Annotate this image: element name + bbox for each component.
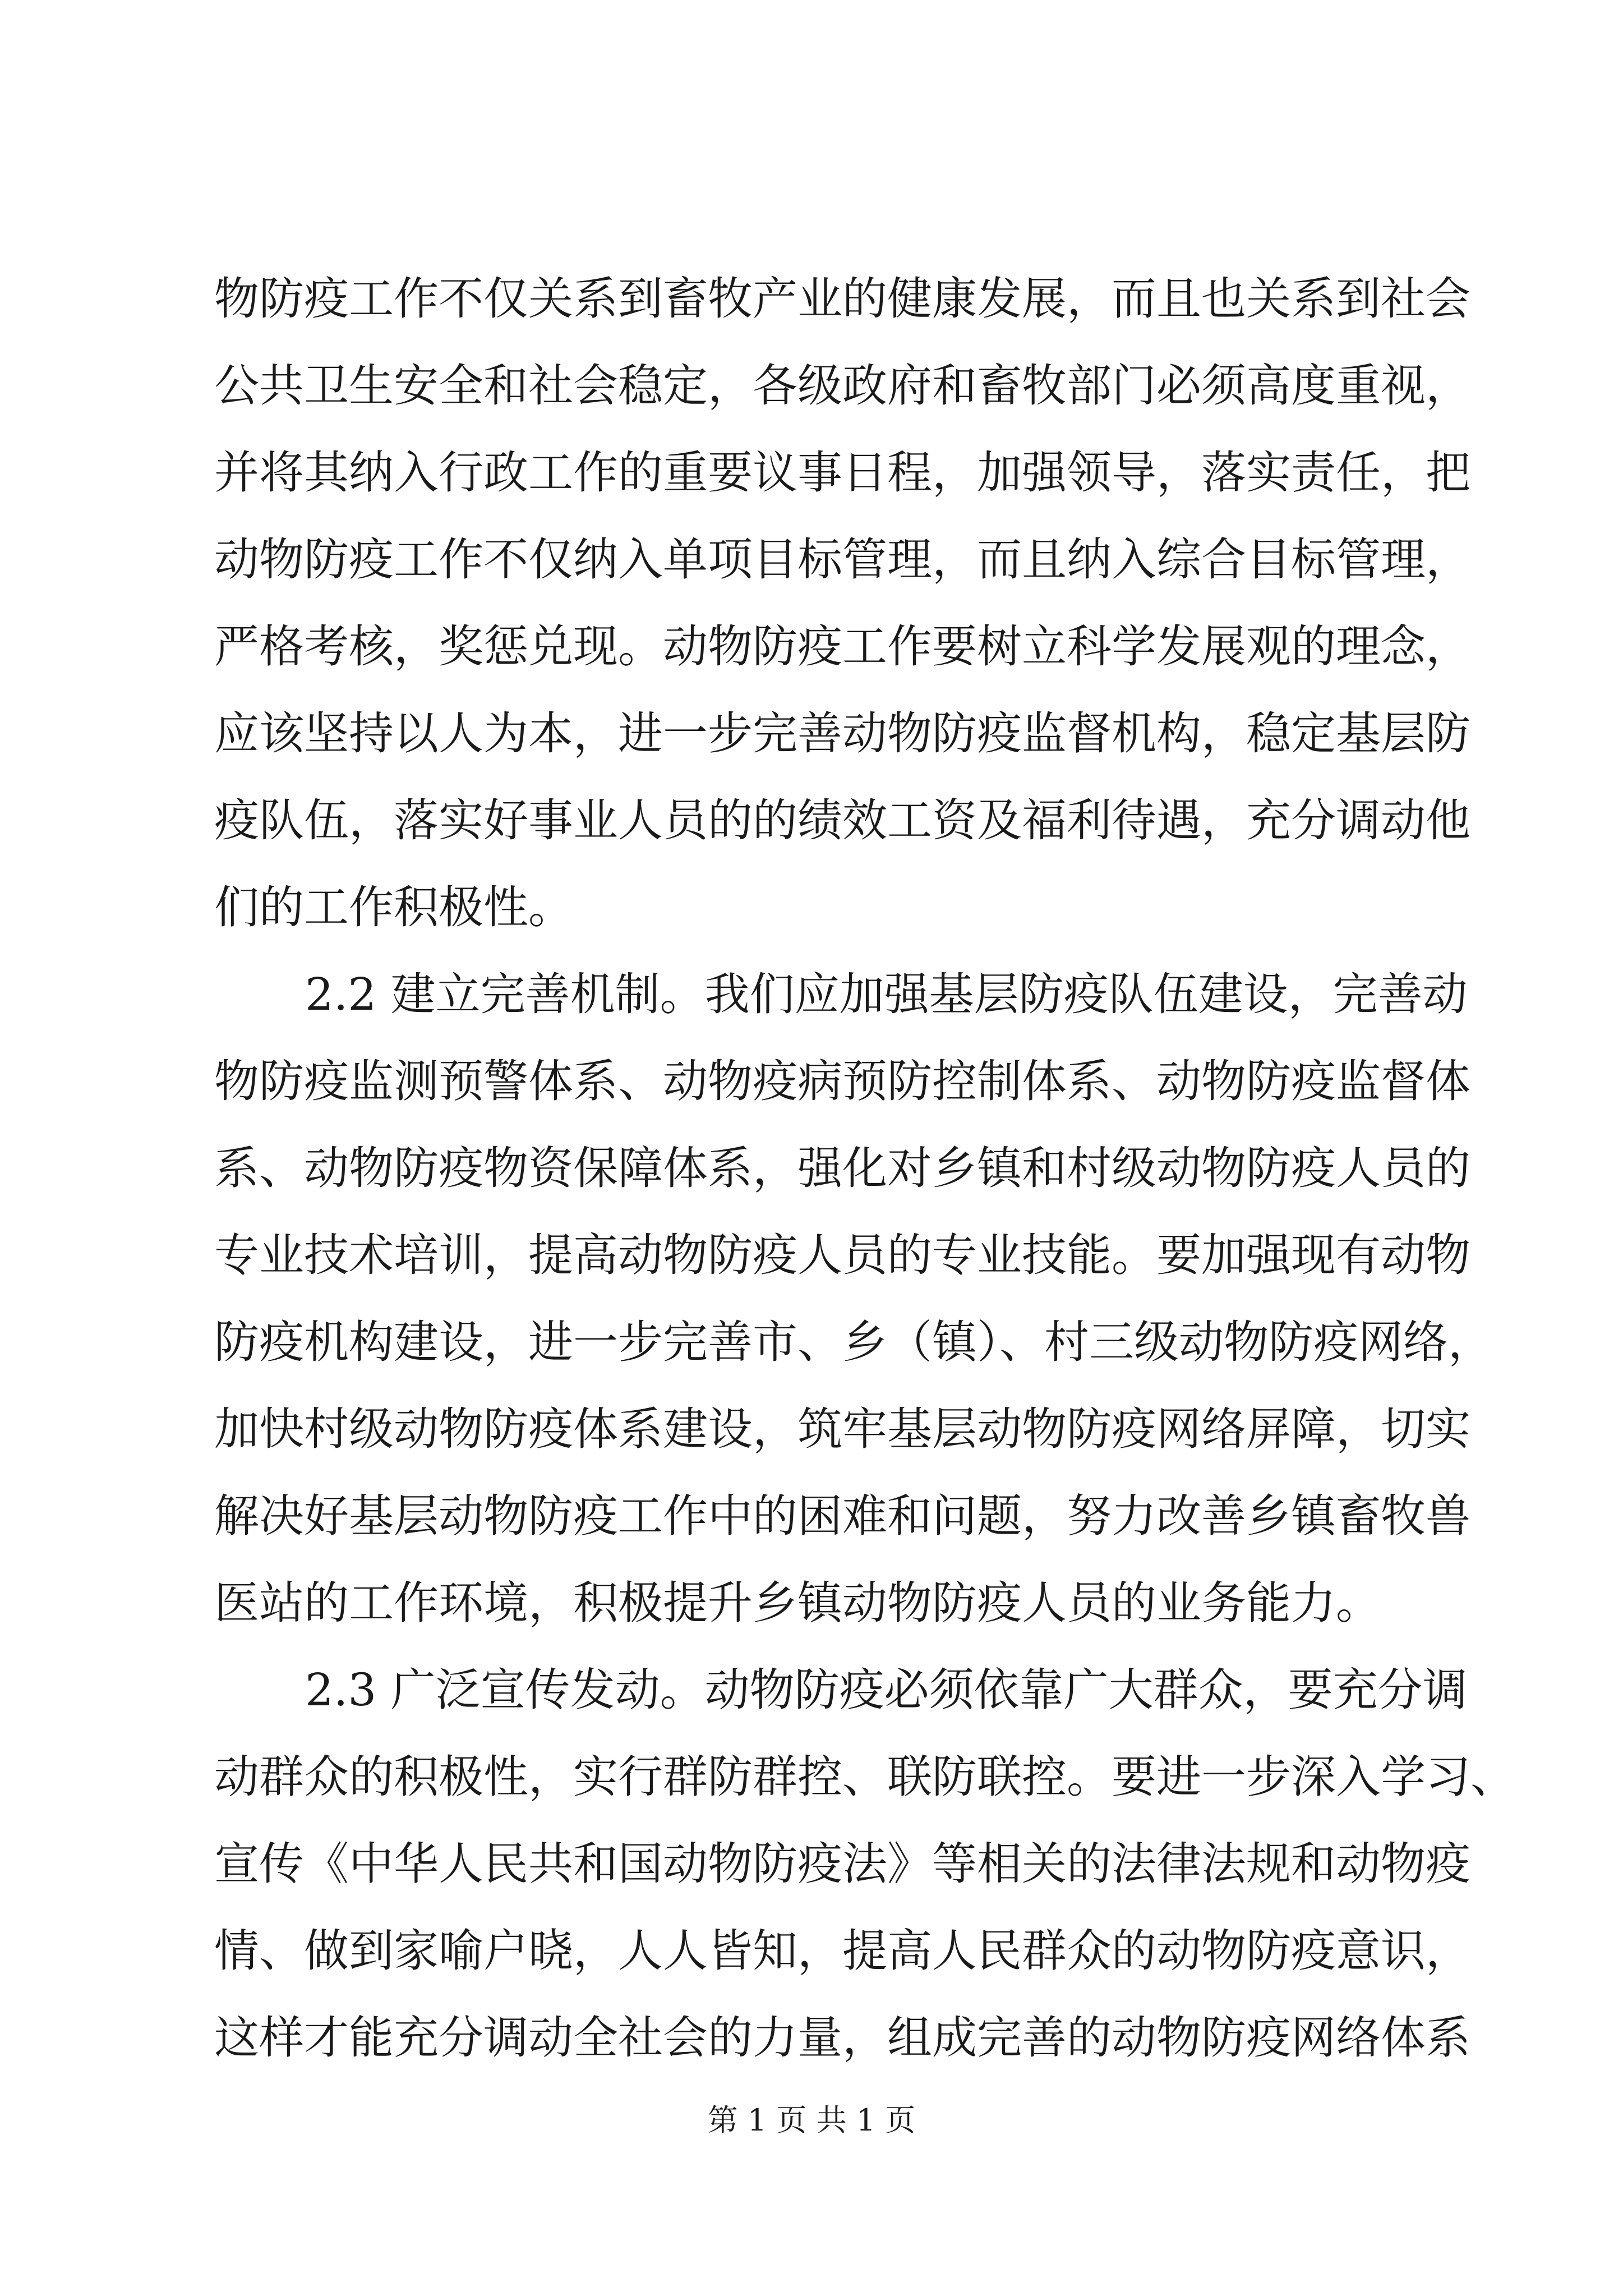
- text-line: 宣传《中华人民共和国动物防疫法》等相关的法律法规和动物疫: [214, 1838, 1470, 1890]
- text-line: 动物防疫工作不仅纳入单项目标管理，而且纳入综合目标管理，: [214, 533, 1470, 586]
- text-line: 防疫机构建设，进一步完善市、乡（镇）、村三级动物防疫网络，: [214, 1316, 1493, 1368]
- text-line: 专业技术培训，提高动物防疫人员的专业技能。要加强现有动物: [214, 1229, 1470, 1281]
- page-footer: 第 1 页 共 1 页: [707, 2102, 916, 2138]
- text-line: 动群众的积极性，实行群防群控、联防联控。要进一步深入学习、: [214, 1751, 1515, 1803]
- text-line: 并将其纳入行政工作的重要议事日程，加强领导，落实责任，把: [214, 447, 1470, 499]
- text-line: 医站的工作环境，积极提升乡镇动物防疫人员的业务能力。: [214, 1577, 1381, 1629]
- text-line: 这样才能充分调动全社会的力量，组成完善的动物防疫网络体系: [214, 2012, 1470, 2064]
- text-line: 情、做到家喻户晓，人人皆知，提高人民群众的动物防疫意识，: [214, 1925, 1470, 1977]
- text-line: 系、动物防疫物资保障体系，强化对乡镇和村级动物防疫人员的: [214, 1142, 1470, 1194]
- text-line: 物防疫监测预警体系、动物疫病预防控制体系、动物防疫监督体: [214, 1055, 1470, 1107]
- text-line: 公共卫生安全和社会稳定，各级政府和畜牧部门必须高度重视，: [214, 360, 1470, 412]
- section-2-3-first-line: 2.3 广泛宣传发动。动物防疫必须依靠广大群众，要充分调: [305, 1664, 1468, 1716]
- document-body: [214, 255, 1515, 2081]
- text-line: 加快村级动物防疫体系建设，筑牢基层动物防疫网络屏障，切实: [214, 1403, 1470, 1455]
- text-line: 物防疫工作不仅关系到畜牧产业的健康发展，而且也关系到社会: [214, 273, 1470, 325]
- text-line: 应该坚持以人为本，进一步完善动物防疫监督机构，稳定基层防: [214, 707, 1470, 760]
- text-line: 严格考核，奖惩兑现。动物防疫工作要树立科学发展观的理念，: [214, 620, 1470, 673]
- text-line: 疫队伍，落实好事业人员的的绩效工资及福利待遇，充分调动他: [214, 794, 1470, 846]
- text-line: 解决好基层动物防疫工作中的困难和问题，努力改善乡镇畜牧兽: [214, 1490, 1470, 1542]
- text-line: 们的工作积极性。: [214, 881, 573, 933]
- section-2-2-first-line: 2.2 建立完善机制。我们应加强基层防疫队伍建设，完善动: [305, 968, 1468, 1020]
